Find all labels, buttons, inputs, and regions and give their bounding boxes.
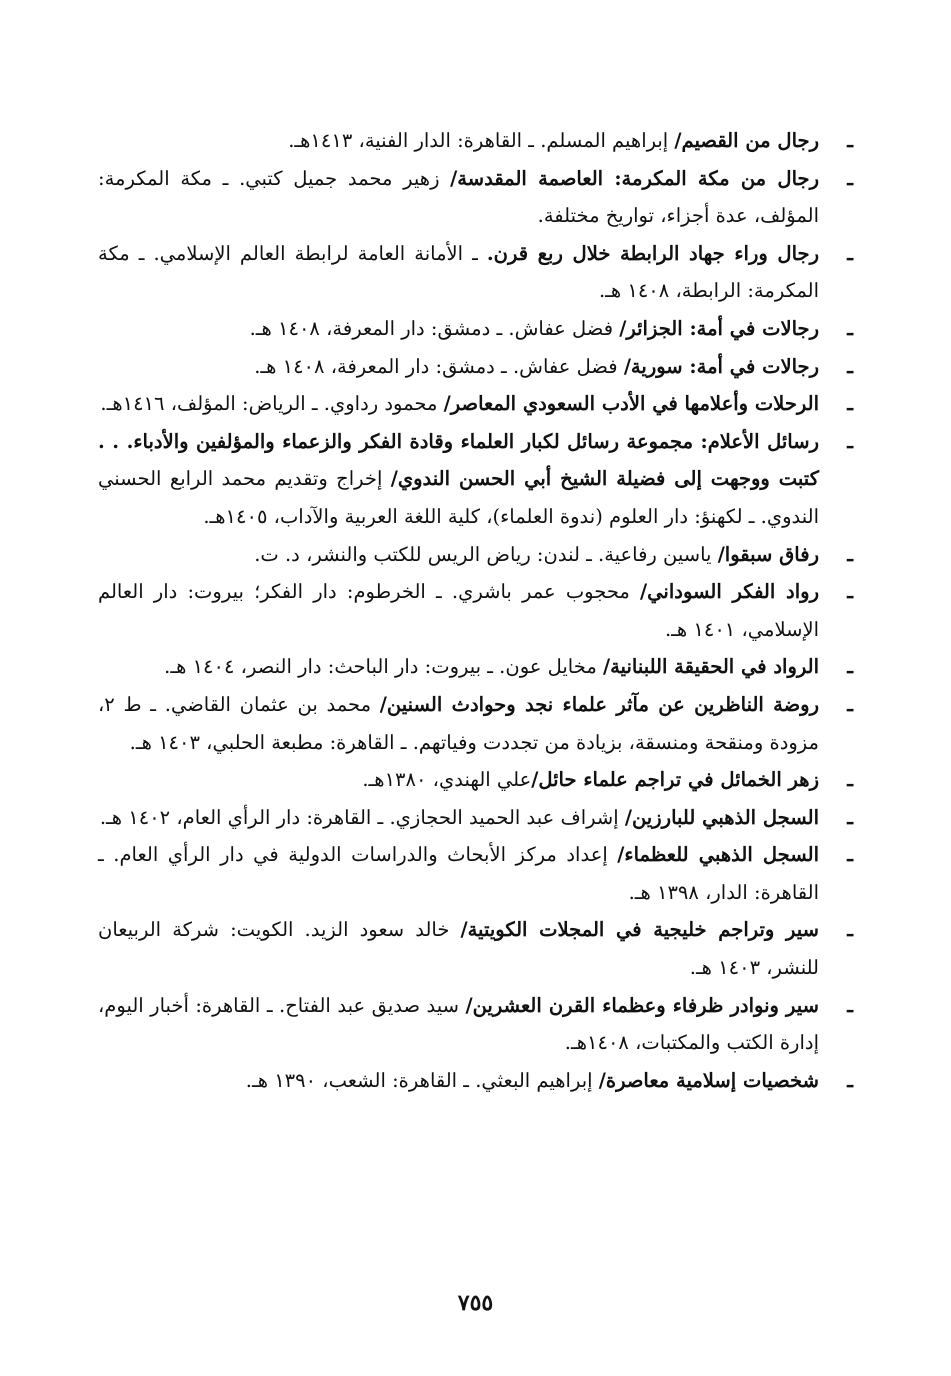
entry-details: علي الهندي، ١٣٨٠هـ.	[362, 768, 532, 792]
entry-title: رجالات في أمة: الجزائر/	[619, 316, 819, 340]
entry-title: رسائل الأعلام: مجموعة رسائل لكبار العلماء وقادة الفكر والزعماء والمؤلفين والأدباء. . . كتبت ووجهت إلى فضيلة الشيخ أبي الحسن الندوي/	[98, 429, 819, 491]
entry-details: إشراف عبد الحميد الحجازي. ـ القاهرة: دار الرأي العام، ١٤٠٢ هـ.	[99, 805, 625, 829]
entry-details: إعداد مركز الأبحاث والدراسات الدولية في دار الرأي العام. ـ القاهرة: الدار، ١٣٩٨ هـ.	[98, 843, 819, 904]
entry-title: السجل الذهبي للبارزين/	[624, 805, 819, 829]
entry-dash: ـ	[847, 129, 853, 152]
bibliography-entry	[98, 235, 853, 310]
entry-dash: ـ	[847, 993, 853, 1017]
entry-dash: ـ	[847, 392, 853, 416]
bibliography-entry	[98, 987, 853, 1062]
bibliography-entry	[98, 423, 853, 536]
entry-title: سير ونوادر ظرفاء وعظماء القرن العشرين/	[465, 993, 819, 1017]
entry-dash: ـ	[847, 166, 853, 190]
entry-title: رجال وراء جهاد الرابطة خلال ربع قرن.	[486, 241, 819, 265]
entry-title: رواد الفكر السوداني/	[640, 580, 819, 604]
entry-dash: ـ	[847, 580, 853, 604]
bibliography-entry	[98, 310, 853, 348]
bibliography-list	[98, 122, 853, 1099]
entry-details: محمد بن عثمان القاضي. ـ ط ٢، مزودة ومنقحة ومنسقة، بزيادة من تجددت وفياتهم. ـ القاهرة: مطبعة الحلبي، ١٤٠٣ هـ.	[98, 692, 819, 754]
entry-title: رجالات في أمة: سورية/	[623, 354, 819, 378]
entry-title: سير وتراجم خليجية في المجلات الكويتية/	[460, 918, 819, 942]
entry-title: الرواد في الحقيقة اللبنانية/	[602, 655, 819, 679]
entry-details: إبراهيم المسلم. ـ القاهرة: الدار الفنية، ١٤١٣هـ.	[288, 129, 675, 152]
entry-dash: ـ	[847, 805, 853, 829]
bibliography-entry	[98, 160, 853, 235]
entry-title: زهر الخمائل في تراجم علماء حائل/	[531, 768, 819, 792]
entry-title: السجل الذهبي للعظماء/	[617, 843, 819, 867]
entry-title: رجال من القصيم/	[674, 129, 819, 152]
entry-dash: ـ	[847, 316, 853, 340]
entry-dash: ـ	[847, 692, 853, 716]
entry-title: شخصيات إسلامية معاصرة/	[598, 1068, 819, 1092]
bibliography-entry	[98, 836, 853, 911]
entry-dash: ـ	[847, 354, 853, 378]
entry-details: إخراج وتقديم محمد الرابع الحسني الندوي. ـ لكهنؤ: دار العلوم (ندوة العلماء)، كلية اللغة العربية والآداب، ١٤٠٥هـ.	[98, 467, 819, 528]
bibliography-entry	[98, 1062, 853, 1100]
entry-details: ـ الأمانة العامة لرابطة العالم الإسلامي. ـ مكة المكرمة: الرابطة، ١٤٠٨ هـ.	[98, 241, 819, 303]
entry-dash: ـ	[847, 918, 853, 942]
bibliography-entry	[98, 348, 853, 386]
entry-details: فضل عفاش. ـ دمشق: دار المعرفة، ١٤٠٨ هـ.	[254, 354, 624, 378]
entry-details: إبراهيم البعثي. ـ القاهرة: الشعب، ١٣٩٠ هـ.	[245, 1068, 599, 1092]
bibliography-entry	[98, 536, 853, 574]
bibliography-entry	[98, 648, 853, 686]
bibliography-entry	[98, 761, 853, 799]
bibliography-entry	[98, 799, 853, 837]
entry-details: مخايل عون. ـ بيروت: دار الباحث: دار النصر، ١٤٠٤ هـ.	[164, 655, 603, 679]
entry-title: روضة الناظرين عن مآثر علماء نجد وحوادث السنين/	[379, 692, 819, 716]
bibliography-entry	[98, 122, 853, 160]
entry-details: سيد صديق عبد الفتاح. ـ القاهرة: أخبار اليوم، إدارة الكتب والمكتبات، ١٤٠٨هـ.	[98, 993, 819, 1055]
entry-title: رجال من مكة المكرمة: العاصمة المقدسة/	[450, 166, 819, 190]
bibliography-entry	[98, 911, 853, 986]
entry-dash: ـ	[847, 1068, 853, 1092]
bibliography-entry	[98, 573, 853, 648]
entry-dash: ـ	[847, 241, 853, 265]
bibliography-entry	[98, 385, 853, 423]
entry-details: محجوب عمر باشري. ـ الخرطوم: دار الفكر؛ بيروت: دار العالم الإسلامي، ١٤٠١ هـ.	[98, 580, 819, 641]
entry-dash: ـ	[847, 429, 853, 453]
entry-title: رفاق سبقوا/	[717, 542, 819, 566]
entry-title: الرحلات وأعلامها في الأدب السعودي المعاصر/	[443, 392, 819, 416]
entry-details: زهير محمد جميل كتبي. ـ مكة المكرمة: المؤلف، عدة أجزاء، تواريخ مختلفة.	[98, 166, 819, 228]
entry-details: ياسين رفاعية. ـ لندن: رياض الريس للكتب والنشر، د. ت.	[254, 542, 718, 566]
entry-details: محمود رداوي. ـ الرياض: المؤلف، ١٤١٦هـ.	[100, 392, 444, 416]
entry-dash: ـ	[847, 542, 853, 566]
entry-details: فضل عفاش. ـ دمشق: دار المعرفة، ١٤٠٨ هـ.	[249, 316, 620, 340]
entry-dash: ـ	[847, 655, 853, 679]
bibliography-entry	[98, 686, 853, 761]
page-number: ٧٥٥	[457, 1290, 494, 1316]
entry-dash: ـ	[847, 768, 853, 792]
entry-details: خالد سعود الزيد. الكويت: شركة الربيعان للنشر، ١٤٠٣ هـ.	[98, 918, 819, 980]
entry-dash: ـ	[847, 843, 853, 867]
